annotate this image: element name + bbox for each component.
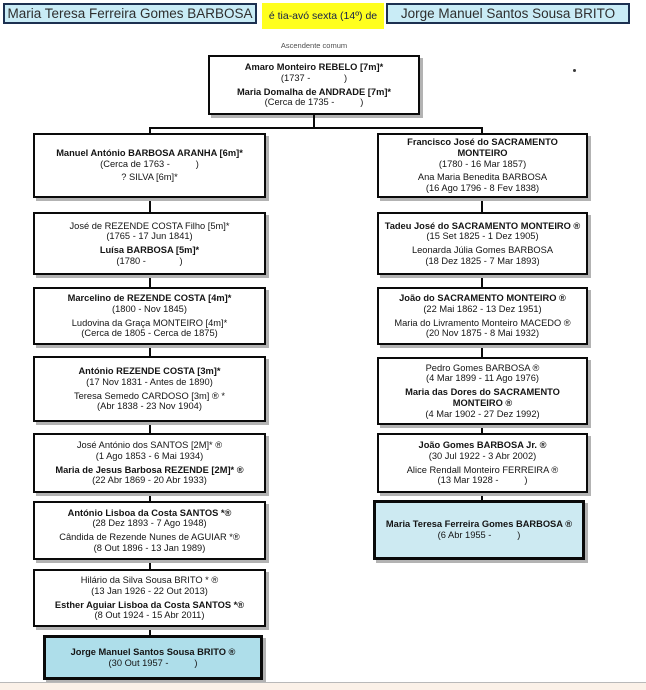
life-dates: (8 Out 1896 - 13 Jan 1989) <box>93 542 206 553</box>
person <box>100 245 199 266</box>
person-name: Ludovina da Graça MONTEIRO [4m]* <box>71 317 228 328</box>
life-dates: (1780 - ) <box>116 255 183 266</box>
node-l2-rezende-costa-filho[interactable] <box>33 212 266 275</box>
person <box>74 391 225 412</box>
life-dates: (4 Mar 1902 - 27 Dez 1992) <box>425 408 540 419</box>
life-dates: (Cerca de 1763 - ) <box>100 158 199 169</box>
node-r1-sacramento-monteiro[interactable] <box>377 133 588 198</box>
person-name: Jorge Manuel Santos Sousa BRITO ® <box>70 646 236 657</box>
person-name: Manuel António BARBOSA ARANHA [6m]* <box>56 147 243 158</box>
life-dates: (22 Abr 1869 - 20 Abr 1933) <box>92 475 207 486</box>
node-l1-barbosa-aranha[interactable] <box>33 133 266 198</box>
person-name: José de REZENDE COSTA Filho [5m]* <box>69 220 230 231</box>
life-dates: (1765 - 17 Jun 1841) <box>106 231 193 242</box>
person <box>56 148 243 169</box>
connector-line <box>149 493 151 501</box>
life-dates: (1800 - Nov 1845) <box>112 303 187 314</box>
life-dates: (30 Jul 1922 - 3 Abr 2002) <box>428 450 537 461</box>
person-name: Maria Domalha de ANDRADE [7m]* <box>236 86 392 97</box>
person-name: Ana Maria Benedita BARBOSA <box>417 172 548 183</box>
person <box>77 440 222 461</box>
life-dates: (30 Out 1957 - ) <box>108 657 198 668</box>
connector-line <box>481 345 483 357</box>
connector-line <box>149 422 151 433</box>
person-name: António REZENDE COSTA [3m]* <box>78 366 221 377</box>
person <box>81 575 218 596</box>
person <box>72 318 228 339</box>
person-name: Pedro Gomes BARBOSA ® <box>425 362 540 373</box>
person-name: Maria Teresa Ferreira Gomes BARBOSA ® <box>385 519 573 530</box>
person <box>419 440 547 461</box>
life-dates: (8 Out 1924 - 15 Abr 2011) <box>94 610 205 621</box>
person <box>418 172 547 193</box>
person-name: Maria do Livramento Monteiro MACEDO ® <box>394 317 571 328</box>
person <box>68 508 232 529</box>
connector-line <box>481 493 483 500</box>
life-dates: (1737 - ) <box>280 72 348 83</box>
person-name: Amaro Monteiro REBELO [7m]* <box>244 62 384 73</box>
person <box>71 647 236 668</box>
person <box>55 465 243 486</box>
person <box>412 245 553 266</box>
life-dates: (20 Nov 1875 - 8 Mai 1932) <box>425 328 540 339</box>
person-name: Esther Aguiar Lisboa da Costa SANTOS *® <box>54 599 245 610</box>
person-name: ? SILVA [6m]* <box>121 172 178 183</box>
person-name: Luísa BARBOSA [5m]* <box>99 245 200 255</box>
header-person-right[interactable]: Jorge Manuel Santos Sousa BRITO <box>386 3 630 24</box>
life-dates: (22 Mai 1862 - 13 Dez 1951) <box>423 303 542 314</box>
person-name: Maria de Jesus Barbosa REZENDE [2M]* ® <box>55 464 244 475</box>
connector-line <box>149 127 483 129</box>
life-dates: (Cerca de 1735 - ) <box>264 97 364 108</box>
person <box>382 387 583 419</box>
person-name: Cândida de Rezende Nunes de AGUIAR *® <box>59 532 240 542</box>
page-bottom-strip <box>0 682 646 690</box>
node-r3-joao-sacramento[interactable] <box>377 287 588 345</box>
person <box>385 221 581 242</box>
person <box>426 363 540 384</box>
person-name: José António dos SANTOS [2M]* ® <box>76 440 223 451</box>
node-l3-marcelino-rezende[interactable] <box>33 287 266 345</box>
life-dates: (16 Ago 1796 - 8 Fev 1838) <box>425 183 540 194</box>
person <box>55 600 244 621</box>
life-dates: (1 Ago 1853 - 6 Mai 1934) <box>95 450 204 461</box>
person <box>382 137 583 169</box>
connector-line <box>149 198 151 212</box>
person <box>78 366 220 387</box>
connector-line <box>481 275 483 287</box>
person-name: Leonarda Júlia Gomes BARBOSA <box>411 245 554 255</box>
header-person-left[interactable]: Maria Teresa Ferreira Gomes BARBOSA <box>3 3 257 24</box>
person-name: Hilário da Silva Sousa BRITO * ® <box>80 575 219 586</box>
node-r2-tadeu-sacramento[interactable] <box>377 212 588 275</box>
connector-line <box>313 115 315 127</box>
connector-line <box>149 560 151 569</box>
node-r5-joao-barbosa-jr[interactable] <box>377 433 588 493</box>
person-name: António Lisboa da Costa SANTOS *® <box>67 507 232 518</box>
person-name: Teresa Semedo CARDOSO [3m] ® * <box>73 390 225 401</box>
person-name: Alice Rendall Monteiro FERREIRA ® <box>406 464 559 475</box>
node-l5-santos-rezende[interactable] <box>33 433 266 493</box>
person <box>407 465 559 486</box>
person <box>237 87 391 108</box>
life-dates: (18 Dez 1825 - 7 Mar 1893) <box>425 255 540 266</box>
person <box>70 221 230 242</box>
connector-line <box>149 345 151 356</box>
person <box>121 172 178 183</box>
person <box>399 293 566 314</box>
node-jorge-brito-highlighted[interactable] <box>43 635 263 680</box>
node-l7-brito-santos[interactable] <box>33 569 266 627</box>
life-dates: (Cerca de 1805 - Cerca de 1875) <box>81 328 218 339</box>
stray-dot <box>573 69 576 72</box>
person <box>68 293 232 314</box>
life-dates: (15 Set 1825 - 1 Dez 1905) <box>426 231 539 242</box>
connector-line <box>149 275 151 287</box>
life-dates: (17 Nov 1831 - Antes de 1890) <box>86 376 213 387</box>
person <box>245 62 383 83</box>
node-l4-antonio-rezende[interactable] <box>33 356 266 422</box>
connector-line <box>149 627 151 635</box>
connector-line <box>481 198 483 212</box>
person <box>59 532 240 553</box>
person <box>394 318 570 339</box>
life-dates: (13 Mar 1928 - ) <box>437 475 528 486</box>
node-maria-barbosa-highlighted[interactable] <box>373 500 585 560</box>
life-dates: (1780 - 16 Mar 1857) <box>438 158 527 169</box>
node-root-rebelo-andrade[interactable] <box>208 55 420 115</box>
common-ancestor-label: Ascendente comum <box>280 41 348 50</box>
person <box>386 519 572 540</box>
person-name: Francisco José do SACRAMENTO MONTEIRO <box>407 137 558 158</box>
life-dates: (4 Mar 1899 - 11 Ago 1976) <box>425 373 539 384</box>
person-name: Marcelino de REZENDE COSTA [4m]* <box>67 293 232 304</box>
life-dates: (13 Jan 1926 - 22 Out 2013) <box>91 585 208 596</box>
node-r4-pedro-barbosa[interactable] <box>377 357 588 425</box>
node-l6-lisboa-santos[interactable] <box>33 501 266 560</box>
life-dates: (28 Dez 1893 - 7 Ago 1948) <box>92 518 207 529</box>
person-name: Tadeu José do SACRAMENTO MONTEIRO ® <box>384 220 581 231</box>
person-name: João Gomes BARBOSA Jr. ® <box>418 440 547 451</box>
person-name: Maria das Dores do SACRAMENTO MONTEIRO ® <box>405 387 560 408</box>
life-dates: (Abr 1838 - 23 Nov 1904) <box>97 401 202 412</box>
relationship-label: é tia-avó sexta (14º) de <box>262 3 384 29</box>
person-name: João do SACRAMENTO MONTEIRO ® <box>399 293 566 304</box>
life-dates: (6 Abr 1955 - ) <box>437 530 521 540</box>
connector-line <box>481 425 483 433</box>
